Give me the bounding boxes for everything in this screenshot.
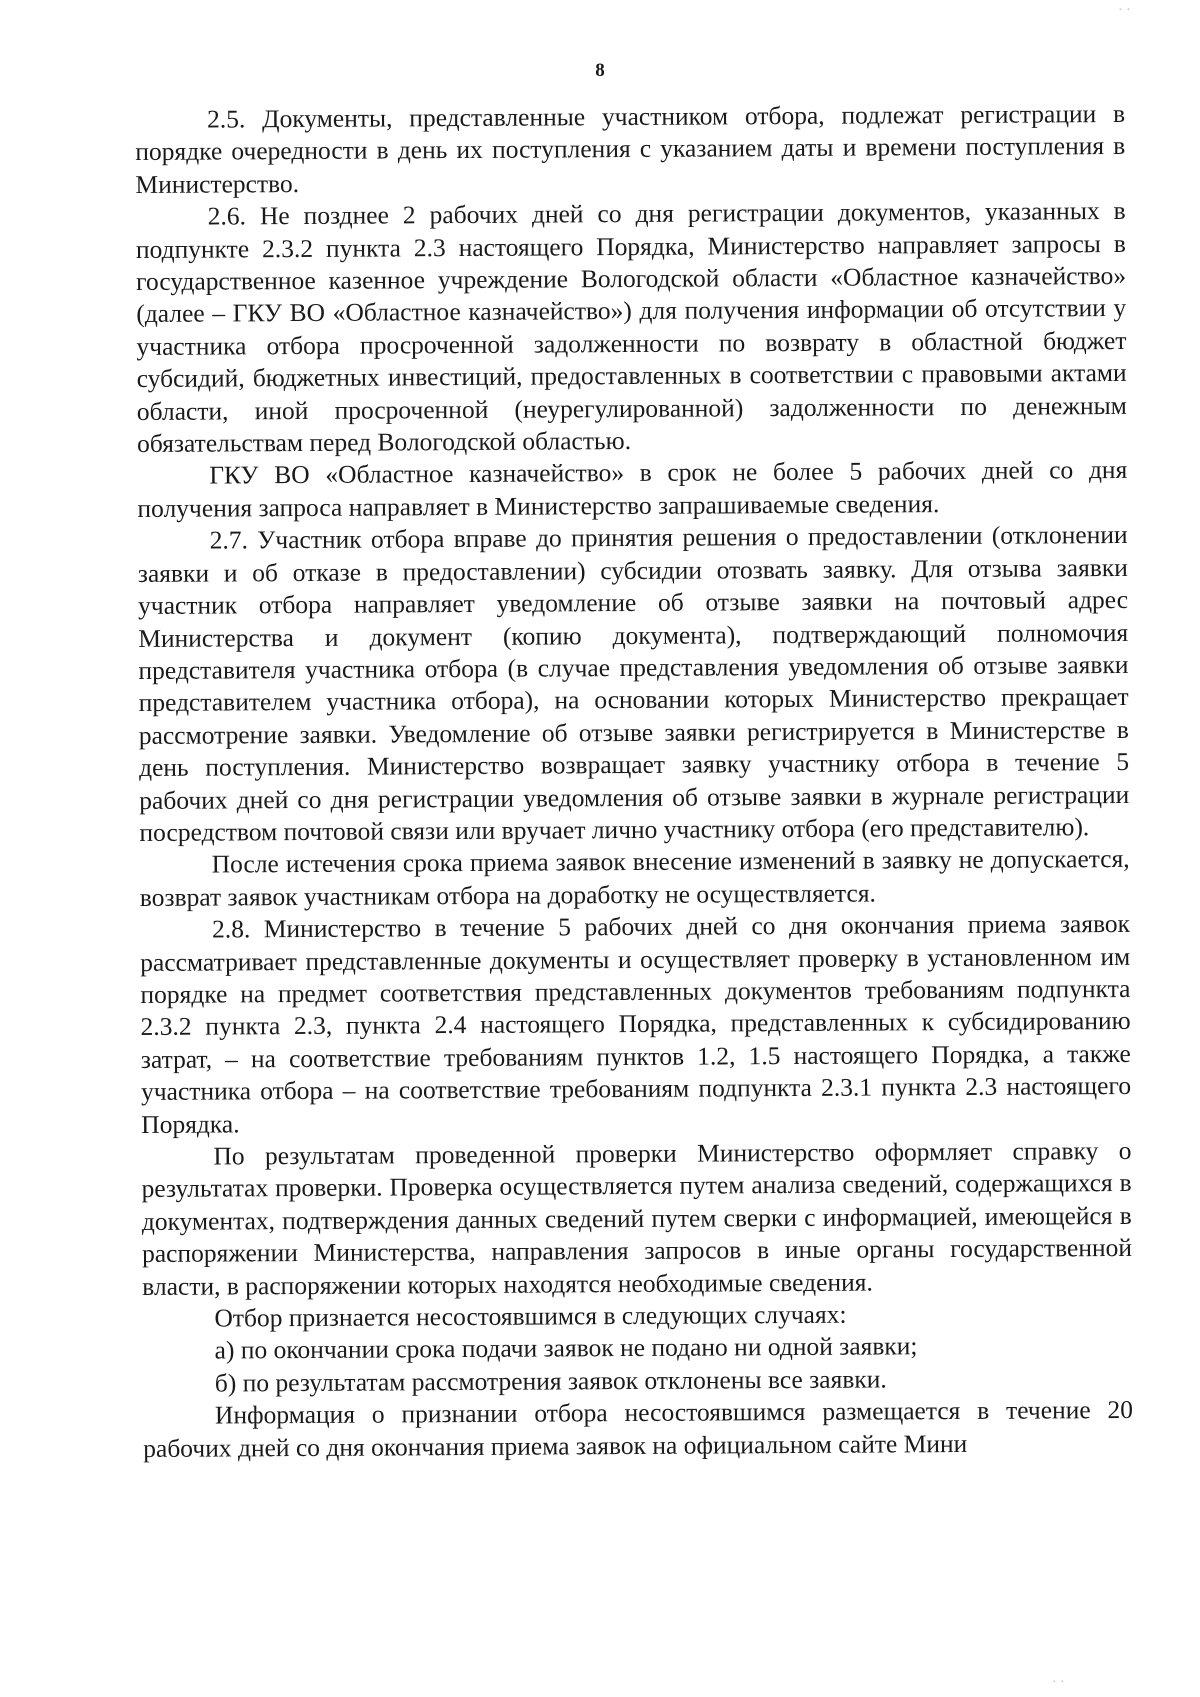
paragraph-case-a: а) по окончании срока подачи заявок не подано ни одной заявки;	[214, 1331, 918, 1365]
paragraph-treasury-response: ГКУ ВО «Областное казначейство» в срок не более 5 рабочих дней со дня получения запроса направляет в Министерство запрашиваемые сведения.	[137, 455, 1128, 523]
paragraph-no-changes: После истечения срока приема заявок внесение изменений в заявку не допускается, возврат заявок участникам отбора на доработку не осуществляется.	[139, 844, 1130, 912]
paragraph-check-results: По результатам проведенной проверки Министерство оформляет справку о результатах проверки. Проверка осуществляется путем анализа сведений, содержащихся в документах, подтверждения данных сведений путем сверки с информацией, имеющейся в распоряжении Министерства, направления запросов в иные органы государственной власти, в распоряжении которых находятся необходимые сведения.	[141, 1135, 1133, 1301]
paragraph-2-5: 2.5. Документы, представленные участником отбора, подлежат регистрации в порядке очередности в день их поступления с указанием даты и времени поступления в Министерство.	[135, 98, 1126, 199]
paragraph-2-6: 2.6. Не позднее 2 рабочих дней со дня регистрации документов, указанных в подпункте 2.3.2 пункта 2.3 настоящего Порядка, Министерство направляет запросы в государственное казенное учреждение Вологодской области «Областное казначейство» (далее – ГКУ ВО «Областное казначейство») для получения информации об отсутствии у участника отбора просроченной задолженности по возврату в областной бюджет субсидий, бюджетных инвестиций, предоставленных в соответствии с правовыми актами области, иной просроченной (неурегулированной) задолженности по денежным обязательствам перед Вологодской областью.	[135, 196, 1127, 459]
paragraph-publication: Информация о признании отбора несостоявшимся размещается в течение 20 рабочих дней со дня окончания приема заявок на официальном сайте Мини	[143, 1395, 1134, 1463]
paragraph-failed-selection: Отбор признается несостоявшимся в следующих случаях:	[214, 1299, 847, 1333]
page-number: 8	[595, 60, 605, 81]
paragraph-2-8: 2.8. Министерство в течение 5 рабочих дней со дня окончания приема заявок рассматривает представленные документы и осуществляет проверку в установленном им порядке на предмет соответствия представленных документов требованиям подпункта 2.3.2 пункта 2.3, пункта 2.4 настоящего Порядка, представленных к субсидированию затрат, – на соответствие требованиям пунктов 1.2, 1.5 настоящего Порядка, а также участника отбора – на соответствие требованиям подпункта 2.3.1 пункта 2.3 настоящего Порядка.	[140, 909, 1132, 1139]
document-body	[135, 98, 1133, 1465]
paragraph-2-7: 2.7. Участник отбора вправе до принятия решения о предоставлении (отклонении заявки и об отказе в предоставлении) субсидии отозвать заявку. Для отзыва заявки участник отбора направляет уведомление об отзыве заявки на почтовый адрес Министерства и документ (копию документа), подтверждающий полномочия представителя участника отбора (в случае представления уведомления об отзыве заявки представителем участника отбора), на основании которых Министерство прекращает рассмотрение заявки. Уведомление об отзыве заявки регистрируется в Министерстве в день поступления. Министерство возвращает заявку участнику отбора в течение 5 рабочих дней со дня регистрации уведомления об отзыве заявки в журнале регистрации посредством почтовой связи или вручает лично участнику отбора (его представителю).	[137, 520, 1130, 847]
paragraph-case-b: б) по результатам рассмотрения заявок отклонены все заявки.	[214, 1364, 887, 1398]
scan-mark-top: · ·	[1118, 3, 1131, 18]
scan-mark-bottom: · ·	[1052, 1675, 1065, 1690]
